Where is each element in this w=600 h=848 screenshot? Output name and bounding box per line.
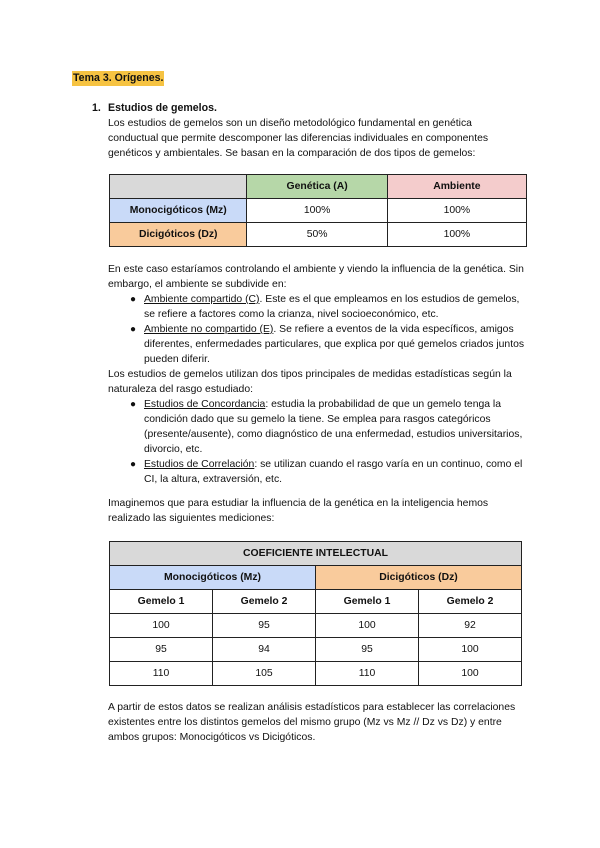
table-cell: 110 xyxy=(316,662,419,686)
example-intro: Imaginemos que para estudiar la influencia de la genética en la inteligencia hemos realizado las siguientes mediciones: xyxy=(108,498,489,524)
table-cell: 100% xyxy=(387,223,526,247)
list-item-text: . Se refiere a eventos de la vida específicos, amigos diferentes, enfermedades particulares, que explica por qué gemelos criados juntos pueden diferir. xyxy=(144,324,525,365)
topic-heading: Tema 3. Orígenes. xyxy=(73,72,164,84)
column-header: Gemelo 2 xyxy=(419,590,522,614)
bullet-icon: ● xyxy=(130,459,137,470)
section-intro: Los estudios de gemelos son un diseño metodológico fundamental en genética conductual que permite descomponer las diferencias individuales en componentes genéticos y ambientales. Se basan en la comparación de dos tipos de gemelos: xyxy=(108,118,489,159)
list-item xyxy=(128,292,528,322)
list-item xyxy=(128,457,528,487)
table-cell: 100 xyxy=(419,638,522,662)
iq-columns-row xyxy=(110,590,522,614)
group-dz: Dicigóticos (Dz) xyxy=(316,566,522,590)
row-label-mz: Monocigóticos (Mz) xyxy=(110,199,247,223)
twin-types-table xyxy=(109,174,527,247)
table-row xyxy=(110,662,522,686)
table-cell: 100 xyxy=(110,614,213,638)
section-title-text: Estudios de gemelos. xyxy=(108,102,217,114)
table-cell: 100% xyxy=(247,199,387,223)
iq-table-title: COEFICIENTE INTELECTUAL xyxy=(110,542,522,566)
column-header: Gemelo 1 xyxy=(110,590,213,614)
column-header: Gemelo 1 xyxy=(316,590,419,614)
table-cell: 95 xyxy=(316,638,419,662)
table-cell: 105 xyxy=(213,662,316,686)
header-ambiente: Ambiente xyxy=(387,175,526,199)
iq-group-row xyxy=(110,566,522,590)
iq-title-row xyxy=(110,542,522,566)
table-cell: 100 xyxy=(419,662,522,686)
measures-list xyxy=(108,397,528,487)
table-cell: 110 xyxy=(110,662,213,686)
term-correlation: Estudios de Correlación xyxy=(144,459,255,470)
section-number: 1. xyxy=(92,102,101,114)
iq-table xyxy=(109,541,522,686)
column-header: Gemelo 2 xyxy=(213,590,316,614)
list-item xyxy=(128,397,528,457)
environment-block xyxy=(108,262,528,487)
table-row xyxy=(110,638,522,662)
list-item-text: : se utilizan cuando el rasgo varía en un continuo, como el CI, la altura, extraversión, etc. xyxy=(144,459,523,485)
environment-list xyxy=(108,292,528,367)
bullet-icon: ● xyxy=(130,324,137,335)
section-title xyxy=(92,101,532,116)
term-nonshared-environment: Ambiente no compartido (E) xyxy=(144,324,274,335)
environment-intro: En este caso estaríamos controlando el ambiente y viendo la influencia de la genética. Sin embargo, el ambiente se subdivide en: xyxy=(108,264,524,290)
section-twin-studies xyxy=(92,101,532,161)
term-shared-environment: Ambiente compartido (C) xyxy=(144,294,260,305)
term-concordance: Estudios de Concordancia xyxy=(144,399,266,410)
table-cell: 92 xyxy=(419,614,522,638)
list-item-text: . Este es el que empleamos en los estudios de gemelos, se refiere a factores como la crianza, nivel socioeconómico, etc. xyxy=(144,294,520,320)
table-corner-cell xyxy=(110,175,247,199)
table-cell: 94 xyxy=(213,638,316,662)
measures-intro: Los estudios de gemelos utilizan dos tipos principales de medidas estadísticas según la naturaleza del rasgo estudiado: xyxy=(108,369,512,395)
group-mz: Monocigóticos (Mz) xyxy=(110,566,316,590)
header-genetica: Genética (A) xyxy=(247,175,387,199)
table-row xyxy=(110,614,522,638)
conclusion: A partir de estos datos se realizan análisis estadísticos para establecer las correlaciones existentes entre los distintos gemelos del mismo grupo (Mz vs Mz // Dz vs Dz) y entre ambos grupos: Monocigóticos vs Dicigóticos. xyxy=(108,702,516,743)
table-cell: 95 xyxy=(110,638,213,662)
table-cell: 100 xyxy=(316,614,419,638)
table-header-row xyxy=(110,175,527,199)
row-label-dz: Dicigóticos (Dz) xyxy=(110,223,247,247)
table-row xyxy=(110,199,527,223)
table-cell: 50% xyxy=(247,223,387,247)
bullet-icon: ● xyxy=(130,294,137,305)
list-item xyxy=(128,322,528,367)
list-item-text: : estudia la probabilidad de que un gemelo tenga la condición dado que su gemelo la tiene. Se emplea para rasgos categóricos (presente/ausente), como diagnóstico de una enfermedad, estudios universitarios, divorcio, etc. xyxy=(144,399,523,455)
table-cell: 100% xyxy=(387,199,526,223)
table-cell: 95 xyxy=(213,614,316,638)
bullet-icon: ● xyxy=(130,399,137,410)
table-row xyxy=(110,223,527,247)
